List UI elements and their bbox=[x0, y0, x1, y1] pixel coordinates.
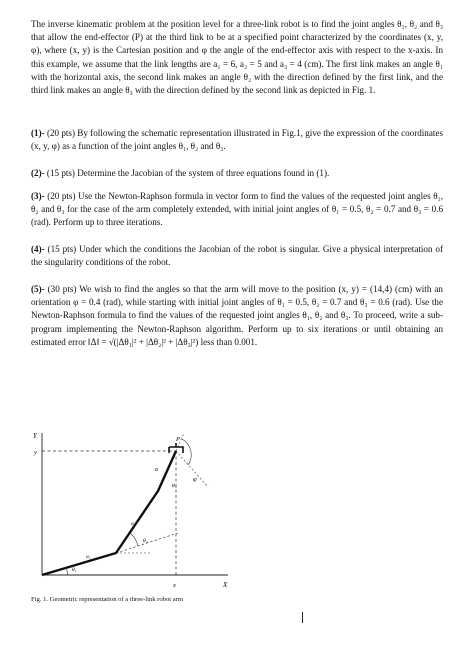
tick-x-label: x bbox=[173, 582, 176, 589]
problem-2 bbox=[31, 167, 443, 180]
problem-5-text: (30 pts) We wish to find the angles so that the arm will move to the position (x, y) = (14,4) (cm) with an orientation φ = 0.4 (rad), while starting with initial joint angles of θ₁ = 0.5, θ₂ = 0.7 and θ₃ = 0.6 (rad). Use the Newton-Raphson formula to find the values of the requested joint angles θ₁, θ₂ and θ₃. To proceed, write a sub-program implementing the Newton-Raphson algorithm. Perform up to six iterations or until obtaining an estimated error ‖Δ‖ = √(|Δθ₁|² + |Δθ₂|² + |Δθ₃|²) less than 0.001. bbox=[31, 284, 443, 347]
link2-label: a₂ bbox=[131, 521, 136, 527]
problem-2-label: (2)- bbox=[31, 168, 45, 178]
problem-1-label: (1)- bbox=[31, 128, 45, 138]
axis-y-label: Y bbox=[33, 432, 37, 440]
point-p-label: P bbox=[176, 436, 180, 443]
link1-label: a₁ bbox=[86, 554, 91, 560]
phi-reference-dashed bbox=[176, 451, 208, 487]
problem-2-text: (15 pts) Determine the Jacobian of the system of three equations found in (1). bbox=[46, 168, 330, 178]
problem-4-label: (4)- bbox=[31, 244, 45, 254]
problem-3-text: (20 pts) Use the Newton-Raphson formula in vector form to find the values of the requested joint angles θ₁, θ₂ and θ₃ for the case of the arm completely extended, with initial joint angles of θ₁ = 0.5, θ₂ = 0.7 and θ₃ = 0.6 (rad). Perform up to three iterations. bbox=[31, 191, 444, 228]
phi-label: φ bbox=[193, 476, 197, 483]
problem-4 bbox=[31, 243, 443, 269]
problem-1 bbox=[31, 127, 443, 153]
theta2-arc bbox=[130, 533, 138, 546]
problem-3 bbox=[31, 190, 443, 230]
theta3-label: θ₃ bbox=[172, 483, 177, 489]
figure-caption: Fig. 1. Geometric representation of a three-link robot arm bbox=[31, 596, 183, 603]
robot-arm-figure bbox=[28, 425, 260, 600]
text-cursor bbox=[302, 612, 303, 623]
theta1-label: θ₁ bbox=[72, 567, 77, 573]
axis-x-label: X bbox=[223, 581, 228, 589]
problem-5 bbox=[31, 283, 443, 349]
problem-5-label: (5)- bbox=[31, 284, 45, 294]
tick-y-label: y bbox=[34, 449, 37, 456]
problem-4-text: (15 pts) Under which the conditions the Jacobian of the robot is singular. Give a physical interpretation of the singularity conditions of the robot. bbox=[31, 244, 443, 268]
problem-3-label: (3)- bbox=[31, 191, 45, 201]
theta2-label: θ₂ bbox=[143, 538, 148, 544]
theta1-arc bbox=[66, 568, 68, 575]
link3-label: a bbox=[155, 467, 158, 473]
intro-paragraph: The inverse kinematic problem at the position level for a three-link robot is to find the joint angles θ₁, θ₂ and θ₃ that allow the end-effector (P) at the third link to be at a specified point characterized by the coordinates (x, y, φ), where (x, y) is the Cartesian position and φ the angle of the end-effector axis with respect to the x-axis. In this example, we assume that the link lengths are a₁ = 6, a₂ = 5 and a₃ = 4 (cm). The first link makes an angle θ₁ with the horizontal axis, the second link makes an angle θ₂ with the direction defined by the first link, and the third link makes an angle θ₃ with the direction defined by the second link as depicted in Fig. 1. bbox=[31, 19, 443, 96]
problem-1-text: (20 pts) By following the schematic representation illustrated in Fig.1, give the expression of the coordinates (x, y, φ) as a function of the joint angles θ₁, θ₂ and θ₃. bbox=[31, 128, 443, 152]
